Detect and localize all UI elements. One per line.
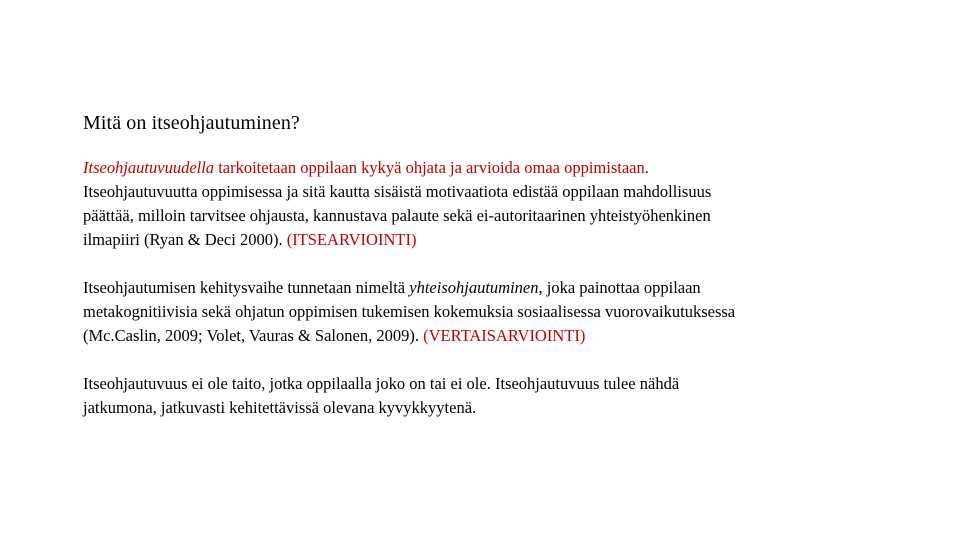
paragraph-line: päättää, milloin tarvitsee ohjausta, kannustava palaute sekä ei-autoritaarinen yhteistyöhenkinen xyxy=(83,206,711,225)
paragraph-line: Itseohjautumisen kehitysvaihe tunnetaan nimeltä xyxy=(83,278,410,297)
slide-content xyxy=(83,108,883,444)
slide-title: Mitä on itseohjautuminen? xyxy=(83,112,300,134)
paragraph-line: Itseohjautuvuus ei ole taito, jotka oppilaalla joko on tai ei ole. Itseohjautuvuus tulee nähdä xyxy=(83,374,680,393)
paragraph-line: Itseohjautuvuutta oppimisessa ja sitä kautta sisäistä motivaatiota edistää oppilaan mahdollisuus xyxy=(83,182,712,201)
paragraph-definition xyxy=(83,156,883,252)
term-itseohjautuvuudella: Itseohjautuvuudella xyxy=(83,158,215,177)
term-yhteisohjautuminen: yhteisohjautuminen xyxy=(409,278,539,297)
tag-vertaisarviointi: (VERTAISARVIOINTI) xyxy=(423,326,586,345)
paragraph-development-stage xyxy=(83,276,883,348)
paragraph-line: jatkumona, jatkuvasti kehitettävissä olevana kyvykkyytenä. xyxy=(83,398,477,417)
paragraph-line: (Mc.Caslin, 2009; Volet, Vauras & Salonen, 2009). xyxy=(83,326,424,345)
tag-itsearviointi: (ITSEARVIOINTI) xyxy=(286,230,417,249)
paragraph-line: ilmapiiri (Ryan & Deci 2000). xyxy=(83,230,287,249)
definition-text: tarkoitetaan oppilaan kykyä ohjata ja arvioida omaa oppimistaan. xyxy=(214,158,649,177)
paragraph-continuum xyxy=(83,372,883,420)
paragraph-line: , joka painottaa oppilaan xyxy=(538,278,701,297)
paragraph-line: metakognitiivisia sekä ohjatun oppimisen tukemisen kokemuksia sosiaalisessa vuorovaikutuksessa xyxy=(83,302,736,321)
